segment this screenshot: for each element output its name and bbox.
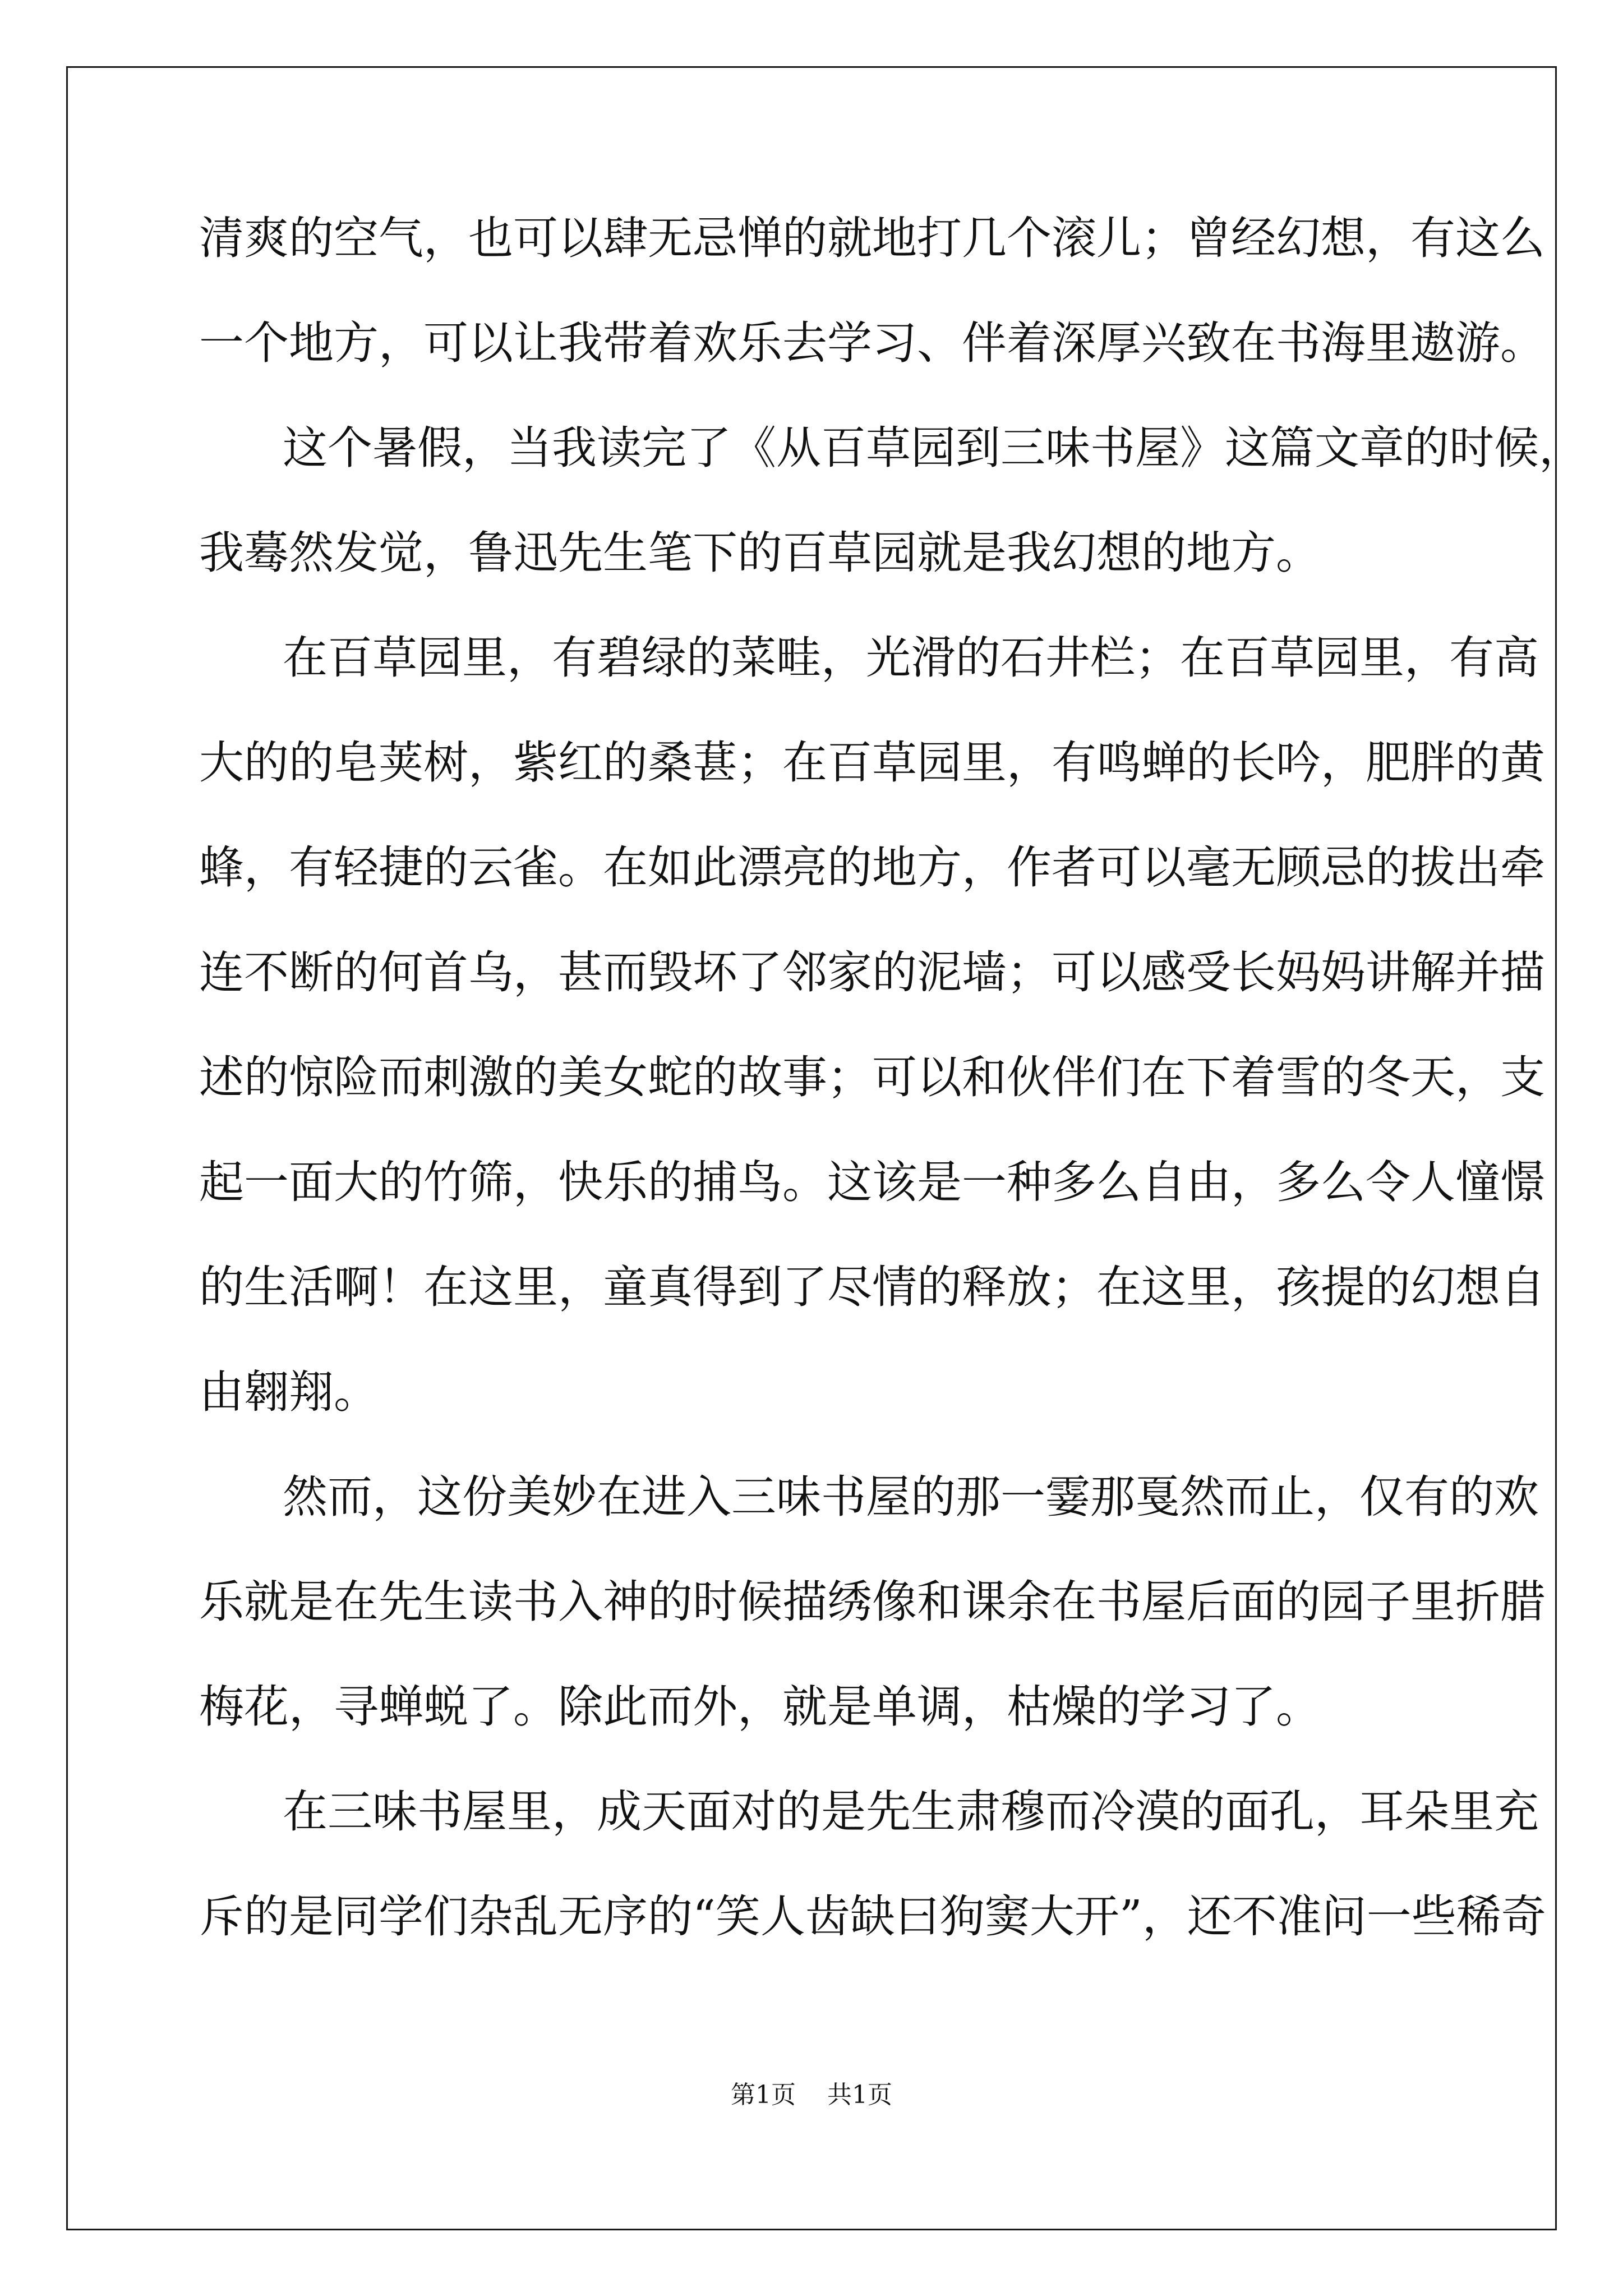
- text-line: 梅花，寻蝉蜕了。除此而外，就是单调，枯燥的学习了。: [199, 1681, 1321, 1733]
- text-line: 乐就是在先生读书入神的时候描绣像和课余在书屋后面的园子里折腊: [199, 1576, 1545, 1628]
- paragraph-start-line: 在百草园里，有碧绿的菜畦，光滑的石井栏；在百草园里，有高: [283, 632, 1539, 684]
- page-footer: [0, 2078, 1623, 2112]
- text-line: 连不断的何首乌，甚而毁坏了邻家的泥墙；可以感受长妈妈讲解并描: [199, 946, 1545, 999]
- page-number: 第1页: [731, 2081, 796, 2109]
- text-line: 大的的皂荚树，紫红的桑葚；在百草园里，有鸣蝉的长吟，肥胖的黄: [199, 737, 1545, 789]
- text-line: 斥的是同学们杂乱无序的“笑人齿缺曰狗窦大开”，还不准问一些稀奇: [199, 1890, 1546, 1943]
- text-line: 述的惊险而刺激的美女蛇的故事；可以和伙伴们在下着雪的冬天，支: [199, 1051, 1545, 1103]
- text-line: 由翱翔。: [199, 1366, 379, 1418]
- text-line: 我蓦然发觉，鲁迅先生笔下的百草园就是我幻想的地方。: [199, 527, 1321, 579]
- text-line: 蜂，有轻捷的云雀。在如此漂亮的地方，作者可以毫无顾忌的拔出牵: [199, 841, 1545, 894]
- text-line: 起一面大的竹筛，快乐的捕鸟。这该是一种多么自由，多么令人憧憬: [199, 1156, 1545, 1208]
- document-body: [199, 212, 1584, 1999]
- text-line: 一个地方，可以让我带着欢乐去学习、伴着深厚兴致在书海里遨游。: [199, 317, 1545, 369]
- text-line: 清爽的空气，也可以肆无忌惮的就地打几个滚儿；曾经幻想，有这么: [199, 212, 1545, 264]
- text-line: 的生活啊！在这里，童真得到了尽情的释放；在这里，孩提的幻想自: [199, 1261, 1545, 1313]
- page-total: 共1页: [827, 2081, 892, 2109]
- paragraph-start-line: 在三味书屋里，成天面对的是先生肃穆而冷漠的面孔，耳朵里充: [283, 1786, 1539, 1838]
- paragraph-start-line: 然而，这份美妙在进入三味书屋的那一霎那戛然而止，仅有的欢: [283, 1471, 1539, 1523]
- paragraph-start-line: 这个暑假，当我读完了《从百草园到三味书屋》这篇文章的时候，: [283, 422, 1584, 474]
